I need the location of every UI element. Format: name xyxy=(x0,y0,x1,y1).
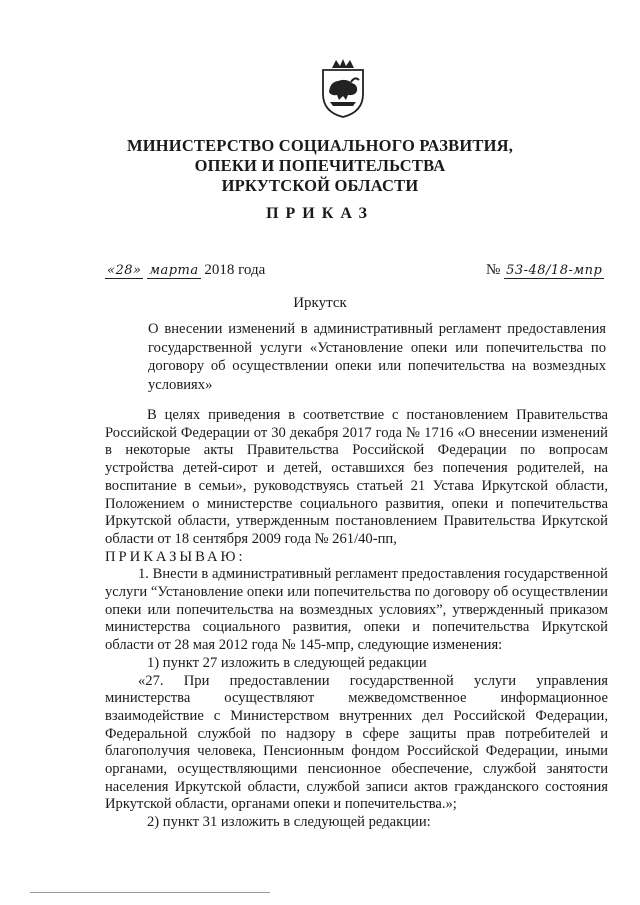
order-body xyxy=(105,407,608,832)
order-word: ПРИКАЗЫВАЮ: xyxy=(105,548,246,565)
order-date xyxy=(105,262,265,279)
ministry-line-1: МИНИСТЕРСТВО СОЦИАЛЬНОГО РАЗВИТИЯ, xyxy=(126,136,514,155)
order-subject: О внесении изменений в административный регламент предоставления государственной услуги «Установление опеки или попечительства по договору об осуществлении опеки или попечительства на возмездных условиях» xyxy=(148,321,606,393)
preamble-paragraph: В целях приведения в соответствие с постановлением Правительства Российской Федерации от 30 декабря 2017 года № 1716 «О внесении изменений в некоторые акты Правительства Российской Федерации по вопросам устройства детей-сирот и детей, оставшихся без попечения родителей, на воспитание в семьи», руководствуясь статьей 21 Устава Иркутской области, Положением о министерстве социального развития, опеки и попечительства Иркутской области, утвержденным постановлением Правительства Иркутской области от 18 сентября 2009 года № 261/40-пп, xyxy=(105,407,608,547)
date-year: 2018 года xyxy=(204,262,266,278)
date-month: марта xyxy=(149,263,199,278)
sub-item-2: 2) пункт 31 изложить в следующей редакции: xyxy=(147,814,431,831)
document-type: ПРИКАЗ xyxy=(266,205,374,222)
date-day: «28» xyxy=(107,263,142,278)
coat-of-arms-icon xyxy=(318,58,368,118)
quote-item-27: «27. При предоставлении государственной услуги управления министерства осуществляют межведомственное информационное взаимодействие с Министерством внутренних дел Российской Федерации, Федеральной службой по надзору в сфере защиты прав потребителей и благополучия человека, Пенсионным фондом Российской Федерации, иными органами, осуществляющими пенсионное обеспечение, службой занятости населения Иркутской области, службой записи актов гражданского состояния Иркутской области, органами опеки и попечительства.»; xyxy=(105,672,608,813)
item-1-paragraph: 1. Внести в административный регламент предоставления государственной услуги “Установление опеки или попечительства по договору об осуществлении опеки или попечительства на возмездных условиях”, утвержденный приказом министерства социального развития, опеки и попечительства Иркутской области от 28 мая 2012 года № 145-мпр, следующие изменения: xyxy=(105,566,608,654)
number-value: 53-48/18-мпр xyxy=(506,263,603,278)
number-prefix: № xyxy=(486,262,501,278)
order-number xyxy=(486,262,604,279)
ministry-line-3: ИРКУТСКОЙ ОБЛАСТИ xyxy=(221,176,419,195)
ministry-line-2: ОПЕКИ И ПОПЕЧИТЕЛЬСТВА xyxy=(194,156,446,175)
page-bottom-divider xyxy=(30,892,270,893)
city: Иркутск xyxy=(293,295,347,311)
sub-item-1: 1) пункт 27 изложить в следующей редакции xyxy=(147,654,427,671)
ministry-name xyxy=(0,136,640,196)
